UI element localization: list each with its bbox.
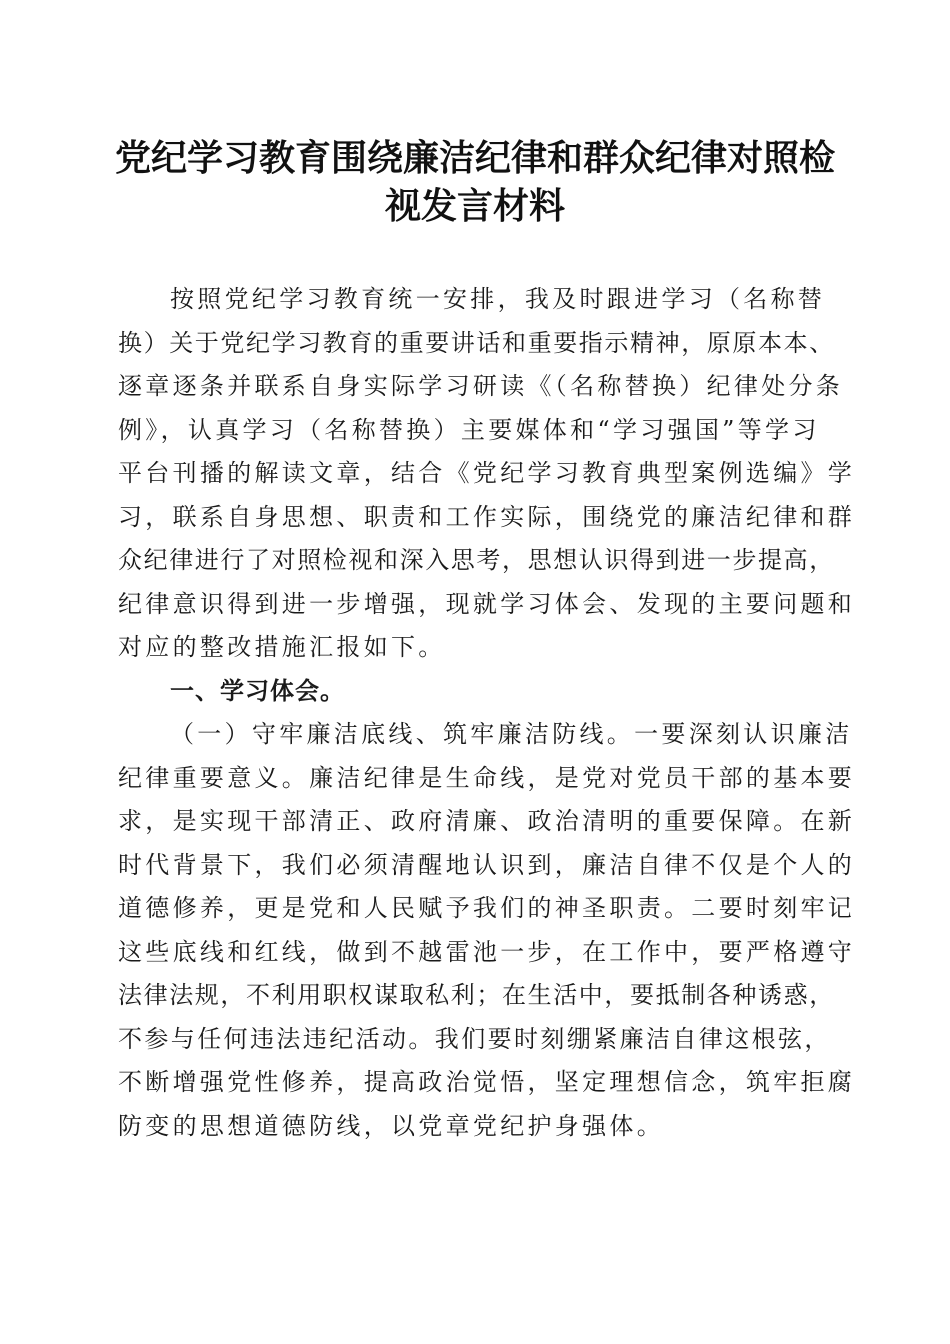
section-heading: 一、学习体会。	[170, 676, 345, 705]
paragraph-line: 法律法规，不利用职权谋取私利；在生活中，要抵制各种诱惑，	[118, 981, 835, 1009]
paragraph-line: 按照党纪学习教育统一安排，我及时跟进学习（名称替	[170, 285, 826, 313]
paragraph-line: 道德修养，更是党和人民赋予我们的神圣职责。二要时刻牢记	[118, 894, 856, 922]
paragraph-line: 众纪律进行了对照检视和深入思考，思想认识得到进一步提高，	[118, 546, 835, 574]
title-line-2: 视发言材料	[384, 185, 565, 227]
paragraph-section-1	[118, 713, 856, 1148]
paragraph-line: 防变的思想道德防线，以党章党纪护身强体。	[118, 1111, 664, 1140]
paragraph-line: 例》，认真学习（名称替换）主要媒体和“学习强国”等学习	[118, 415, 820, 444]
paragraph-line: 换）关于党纪学习教育的重要讲话和重要指示精神，原原本本、	[118, 328, 835, 357]
paragraph-line: 逐章逐条并联系自身实际学习研读《（名称替换）纪律处分条	[118, 372, 844, 400]
paragraph-line: 纪律重要意义。廉洁纪律是生命线，是党对党员干部的基本要	[118, 763, 856, 792]
paragraph-intro	[118, 278, 856, 670]
paragraph-line: 对应的整改措施汇报如下。	[118, 633, 446, 661]
paragraph-line: （一）守牢廉洁底线、筑牢廉洁防线。一要深刻认识廉洁	[170, 720, 853, 748]
paragraph-line: 不参与任何违法违纪活动。我们要时刻绷紧廉洁自律这根弦，	[118, 1024, 831, 1053]
paragraph-line: 习，联系自身思想、职责和工作实际，围绕党的廉洁纪律和群	[118, 502, 856, 531]
paragraph-line: 求，是实现干部清正、政府清廉、政治清明的重要保障。在新	[118, 807, 856, 835]
paragraph-line: 这些底线和红线，做到不越雷池一步，在工作中，要严格遵守	[118, 937, 856, 966]
document-body	[118, 278, 856, 1148]
paragraph-line: 平台刊播的解读文章，结合《党纪学习教育典型案例选编》学	[118, 459, 856, 487]
paragraph-line: 纪律意识得到进一步增强，现就学习体会、发现的主要问题和	[118, 589, 856, 618]
document-title	[110, 134, 840, 230]
paragraph-line: 时代背景下，我们必须清醒地认识到，廉洁自律不仅是个人的	[118, 850, 856, 879]
title-line-1: 党纪学习教育围绕廉洁纪律和群众纪律对照检	[114, 137, 835, 179]
paragraph-line: 不断增强党性修养，提高政治觉悟，坚定理想信念，筑牢拒腐	[118, 1068, 856, 1096]
